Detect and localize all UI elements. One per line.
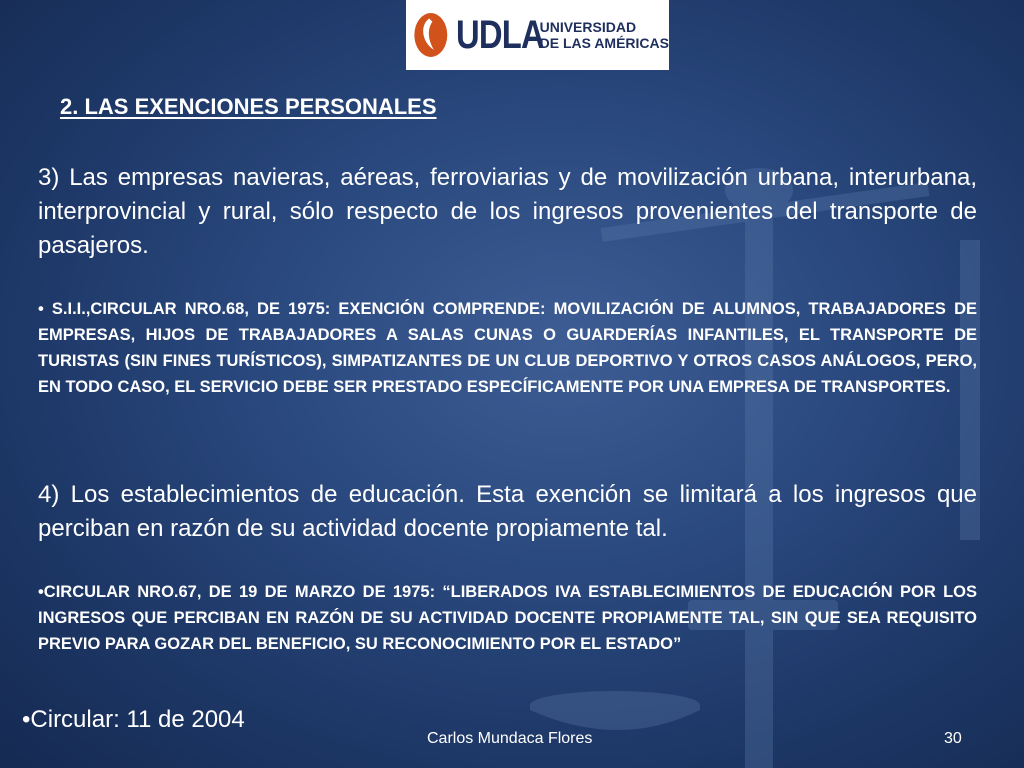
footer-author: Carlos Mundaca Flores [427,730,593,747]
paragraph-circular-67: •CIRCULAR NRO.67, DE 19 DE MARZO DE 1975: “LIBERADOS IVA ESTABLECIMIENTOS DE EDUCACIÓN POR LOS INGRESOS QUE PERCIBAN EN RAZÓN DE SU ACTIVIDAD DOCENTE PROPIAMENTE TAL, SIN QUE SEA REQUISITO PREVIO PARA GOZAR DEL BENEFICIO, SU RECONOCIMIENTO POR EL ESTADO” [38,583,977,653]
paragraph-transport-companies: 3) Las empresas navieras, aéreas, ferroviarias y de movilización urbana, interurbana, interprovincial y rural, sólo respecto de los ingresos provenientes del transporte de pasajeros. [38,164,977,259]
udla-emblem-icon [412,4,450,66]
udla-logo [406,0,669,70]
paragraph-education: 4) Los establecimientos de educación. Esta exención se limitará a los ingresos que perciban en razón de su actividad docente propiamente tal. [38,481,977,542]
paragraph-circular-68: • S.I.I.,CIRCULAR NRO.68, DE 1975: EXENCIÓN COMPRENDE: MOVILIZACIÓN DE ALUMNOS, TRABAJADORES DE EMPRESAS, HIJOS DE TRABAJADORES A SALAS CUNAS O GUARDERÍAS INFANTILES, EL TRANSPORTE DE TURISTAS (SIN FINES TURÍSTICOS), SIMPATIZANTES DE UN CLUB DEPORTIVO Y OTROS CASOS ANÁLOGOS, PERO, EN TODO CASO, EL SERVICIO DEBE SER PRESTADO ESPECÍFICAMENTE POR UNA EMPRESA DE TRANSPORTES. [38,300,977,396]
slide-title: 2. LAS EXENCIONES PERSONALES [60,94,437,119]
footer-page-number: 30 [944,730,962,747]
paragraph-circular-11: •Circular: 11 de 2004 [22,706,245,733]
logo-line-1: UNIVERSIDAD [539,19,637,35]
logo-line-2: DE LAS AMÉRICAS [539,35,669,51]
logo-university-name [540,19,669,51]
logo-wordmark: UDLA [455,12,544,57]
